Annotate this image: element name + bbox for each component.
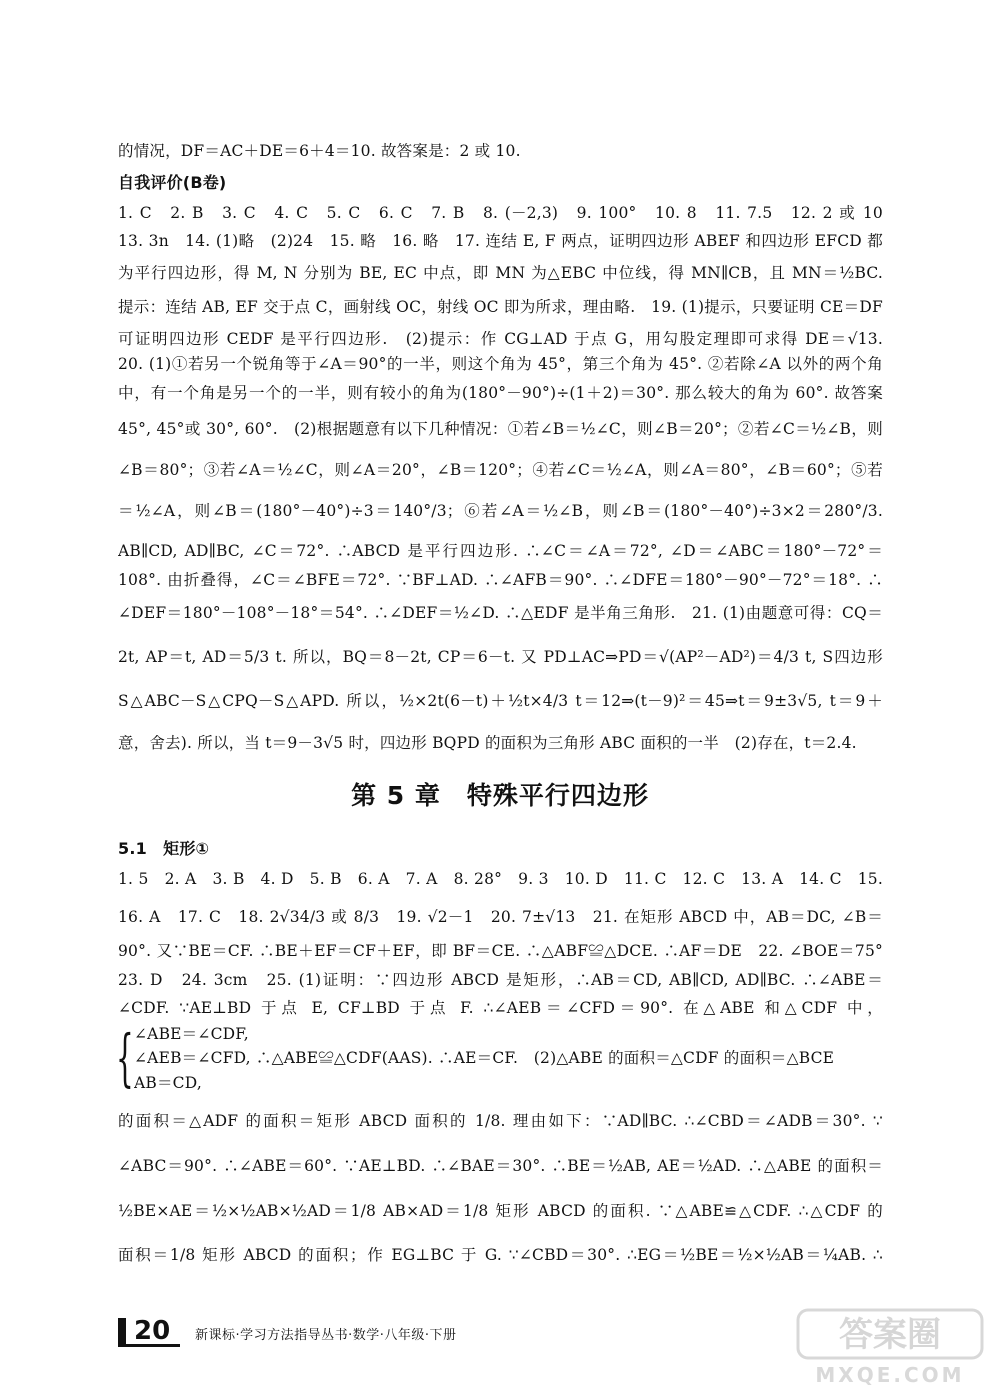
text-line-21: 23. D 24. 3cm 25. (1)证明：∵四边形 ABCD 是矩形，∴AB＝CD, AB∥CD, AD∥BC. ∴∠ABE＝	[118, 971, 883, 989]
text-line-17: 意，舍去). 所以，当 t＝9－3√5 时，四边形 BQPD 的面积为三角形 ABC 面积的一半 (2)存在，t＝2.4.	[118, 734, 857, 752]
chapter-title: 第 5 章 特殊平行四边形	[351, 781, 649, 810]
text-line-26: 面积＝1/8 矩形 ABCD 的面积；作 EG⊥BC 于 G. ∵∠CBD＝30°. ∴EG＝½BE＝½×½AB＝¼AB. ∴	[118, 1246, 883, 1264]
text-line-4: 为平行四边形，得 M, N 分别为 BE, EC 中点，即 MN 为△EBC 中位线，得 MN∥CB，且 MN＝½BC.	[118, 264, 883, 282]
page-number: 20	[134, 1316, 171, 1346]
system-line-3: AB＝CD,	[134, 1074, 202, 1092]
text-line-19: 16. A 17. C 18. 2√34/3 或 8/3 19. √2－1 20. 7±√13 21. 在矩形 ABCD 中，AB＝DC, ∠B＝	[118, 908, 883, 926]
text-line-12: AB∥CD, AD∥BC, ∠C＝72°. ∴ABCD 是平行四边形. ∴∠C＝∠A＝72°, ∠D＝∠ABC＝180°－72°＝	[118, 542, 883, 560]
system-line-2: ∠AEB＝∠CFD, ∴△ABE≌△CDF(AAS). ∴AE＝CF. (2)△ABE 的面积＝△CDF 的面积＝△BCE	[134, 1049, 835, 1067]
text-line-18: 1. 5 2. A 3. B 4. D 5. B 6. A 7. A 8. 28° 9. 3 10. D 11. C 12. C 13. A 14. C 15.	[118, 870, 883, 888]
watermark-url: MXQE.COM	[815, 1363, 965, 1387]
text-line-5: 提示：连结 AB, EF 交于点 C，画射线 OC，射线 OC 即为所求，理由略. 19. (1)提示，只要证明 CE＝DF	[118, 298, 883, 316]
text-line-11: ＝½∠A，则∠B＝(180°－40°)÷3＝140°/3；⑥若∠A＝½∠B，则∠B＝(180°－40°)÷3×2＝280°/3.	[118, 502, 883, 520]
system-line-1: ∠ABE＝∠CDF,	[134, 1025, 249, 1043]
text-line-10: ∠B＝80°；③若∠A＝½∠C，则∠A＝20°，∠B＝120°；④若∠C＝½∠A，则∠A＝80°，∠B＝60°；⑤若	[118, 461, 883, 479]
footer-book-title: 新课标·学习方法指导丛书·数学·八年级·下册	[195, 1328, 457, 1343]
text-line-22: ∠CDF. ∵AE⊥BD 于点 E, CF⊥BD 于点 F. ∴∠AEB＝∠CFD＝90°. 在△ABE 和△CDF 中，	[118, 999, 883, 1017]
text-line-13: 108°. 由折叠得，∠C＝∠BFE＝72°. ∵BF⊥AD. ∴∠AFB＝90°. ∴∠DFE＝180°－90°－72°＝18°. ∴	[118, 571, 883, 589]
text-line-8: 中，有一个角是另一个的一半，则有较小的角为(180°－90°)÷(1＋2)＝30°. 那么较大的角为 60°. 故答案	[118, 384, 883, 402]
text-line-15: 2t, AP＝t, AD＝5/3 t. 所以，BQ＝8－2t, CP＝6－t. 又 PD⊥AC⇒PD＝√(AP²－AD²)＝4/3 t, S四边形	[118, 648, 883, 666]
text-line-3: 13. 3n 14. (1)略 (2)24 15. 略 16. 略 17. 连结 E, F 两点，证明四边形 ABEF 和四边形 EFCD 都	[118, 232, 883, 250]
section-heading-b-test: 自我评价(B卷)	[118, 173, 227, 192]
page-number-bar	[118, 1318, 126, 1346]
text-line-24: ∠ABC＝90°. ∴∠ABE＝60°. ∵AE⊥BD. ∴∠BAE＝30°. ∴BE＝½AB, AE＝½AD. ∴△ABE 的面积＝	[118, 1157, 883, 1175]
text-line-23: 的面积＝△ADF 的面积＝矩形 ABCD 面积的 1/8. 理由如下：∵AD∥BC. ∴∠CBD＝∠ADB＝30°. ∵	[118, 1112, 883, 1130]
text-line-7: 20. (1)①若另一个锐角等于∠A＝90°的一半，则这个角为 45°，第三个角为 45°. ②若除∠A 以外的两个角	[118, 355, 883, 373]
watermark-text: 答案圈	[839, 1315, 941, 1355]
text-line-6: 可证明四边形 CEDF 是平行四边形. (2)提示：作 CG⊥AD 于点 G，用勾股定理即可求得 DE＝√13.	[118, 330, 883, 348]
text-line-16: S△ABC－S△CPQ－S△APD. 所以，½×2t(6－t)＋½t×4/3 t＝12⇒(t－9)²＝45⇒t＝9±3√5, t＝9＋	[118, 692, 883, 710]
text-line-1: 的情况，DF＝AC＋DE＝6＋4＝10. 故答案是：2 或 10.	[118, 142, 521, 160]
section-heading-5-1: 5.1 矩形①	[118, 839, 210, 858]
text-line-9: 45°, 45°或 30°, 60°. (2)根据题意有以下几种情况：①若∠B＝½∠C，则∠B＝20°；②若∠C＝½∠B，则	[118, 420, 883, 438]
watermark-logo	[790, 1304, 990, 1390]
text-line-20: 90°. 又∵BE＝CF. ∴BE＋EF＝CF＋EF，即 BF＝CE. ∴△ABF≌△DCE. ∴AF＝DE 22. ∠BOE＝75°	[118, 942, 883, 960]
text-line-14: ∠DEF＝180°－108°－18°＝54°. ∴∠DEF＝½∠D. ∴△EDF 是半角三角形. 21. (1)由题意可得：CQ＝	[118, 604, 883, 622]
text-line-25: ½BE×AE＝½×½AB×½AD＝1/8 AB×AD＝1/8 矩形 ABCD 的面积. ∵△ABE≌△CDF. ∴△CDF 的	[118, 1202, 883, 1220]
brace-symbol: {	[116, 1021, 134, 1094]
text-line-2: 1. C 2. B 3. C 4. C 5. C 6. C 7. B 8. (－2,3) 9. 100° 10. 8 11. 7.5 12. 2 或 10	[118, 204, 883, 222]
